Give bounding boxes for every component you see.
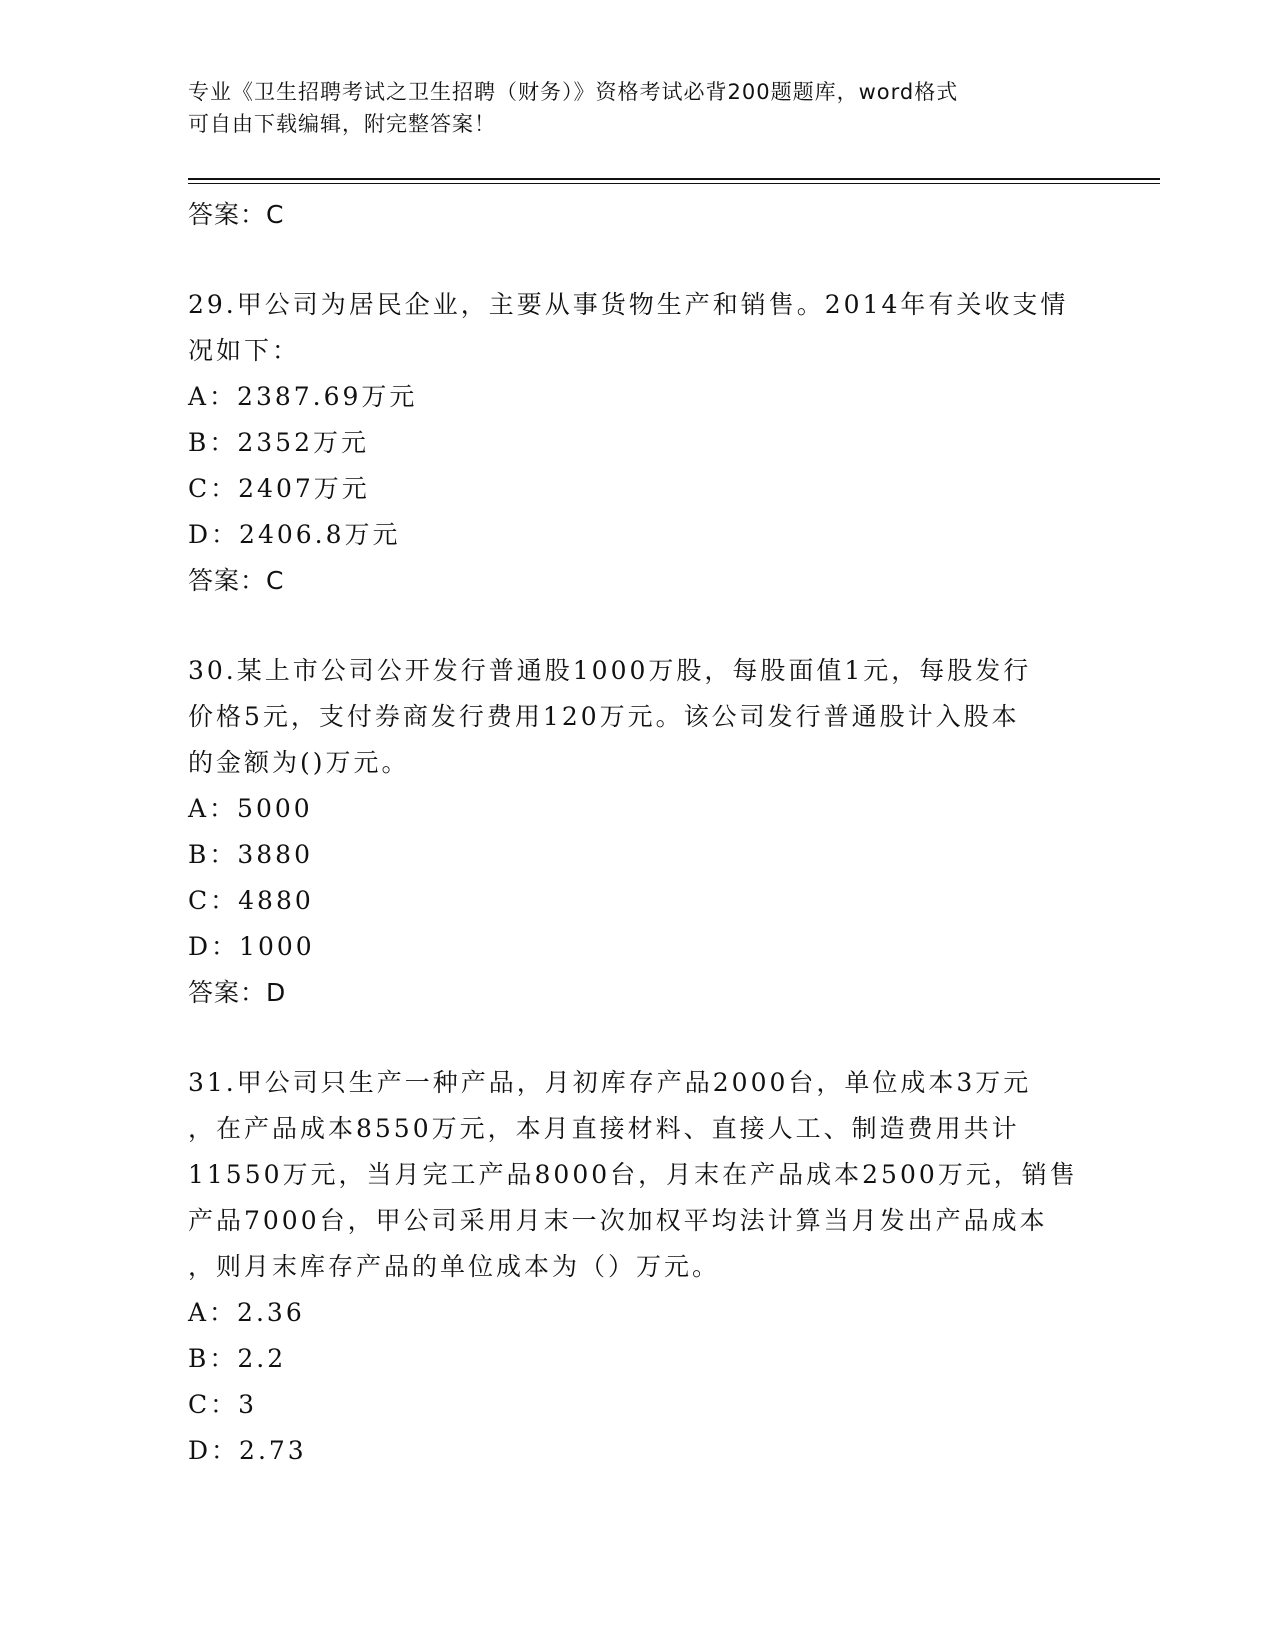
option-b: B：2352万元 [188,428,369,457]
header-rule-thick [188,178,1160,180]
question-text-line: 31.甲公司只生产一种产品，月初库存产品2000台，单位成本3万元 [188,1068,1032,1097]
option-a: A：2.36 [188,1298,305,1327]
question-text-line: 产品7000台，甲公司采用月末一次加权平均法计算当月发出产品成本 [188,1206,1048,1235]
answer-29: 答案：C [188,566,285,595]
option-a: A：2387.69万元 [188,382,418,411]
question-30 [188,648,1088,1016]
option-b: B：2.2 [188,1344,287,1373]
header-line-2: 可自由下载编辑，附完整答案！ [188,112,496,136]
option-c: C：3 [188,1390,258,1419]
previous-answer: 答案：C [188,200,285,229]
option-d: D：1000 [188,932,315,961]
header-rule-thin [188,183,1160,184]
document-header [188,76,1078,140]
question-31 [188,1060,1088,1474]
question-text-line: 11550万元，当月完工产品8000台，月末在产品成本2500万元，销售 [188,1160,1078,1189]
question-text-line: 况如下： [188,336,301,365]
question-text-line: ，则月末库存产品的单位成本为（）万元。 [188,1252,721,1281]
option-b: B：3880 [188,840,313,869]
option-c: C：2407万元 [188,474,370,503]
option-c: C：4880 [188,886,314,915]
question-text-line: ，在产品成本8550万元，本月直接材料、直接人工、制造费用共计 [188,1114,1020,1143]
question-text-line: 的金额为()万元。 [188,748,410,777]
question-text-line: 30.某上市公司公开发行普通股1000万股，每股面值1元，每股发行 [188,656,1032,685]
header-line-1: 专业《卫生招聘考试之卫生招聘（财务）》资格考试必背200题题库，word格式 [188,80,959,104]
question-29 [188,282,1088,604]
option-a: A：5000 [188,794,313,823]
question-text-line: 价格5元，支付券商发行费用120万元。该公司发行普通股计入股本 [188,702,1020,731]
option-d: D：2406.8万元 [188,520,401,549]
question-text-line: 29.甲公司为居民企业，主要从事货物生产和销售。2014年有关收支情 [188,290,1069,319]
option-d: D：2.73 [188,1436,307,1465]
answer-30: 答案：D [188,978,287,1007]
question-content [188,192,1088,1474]
